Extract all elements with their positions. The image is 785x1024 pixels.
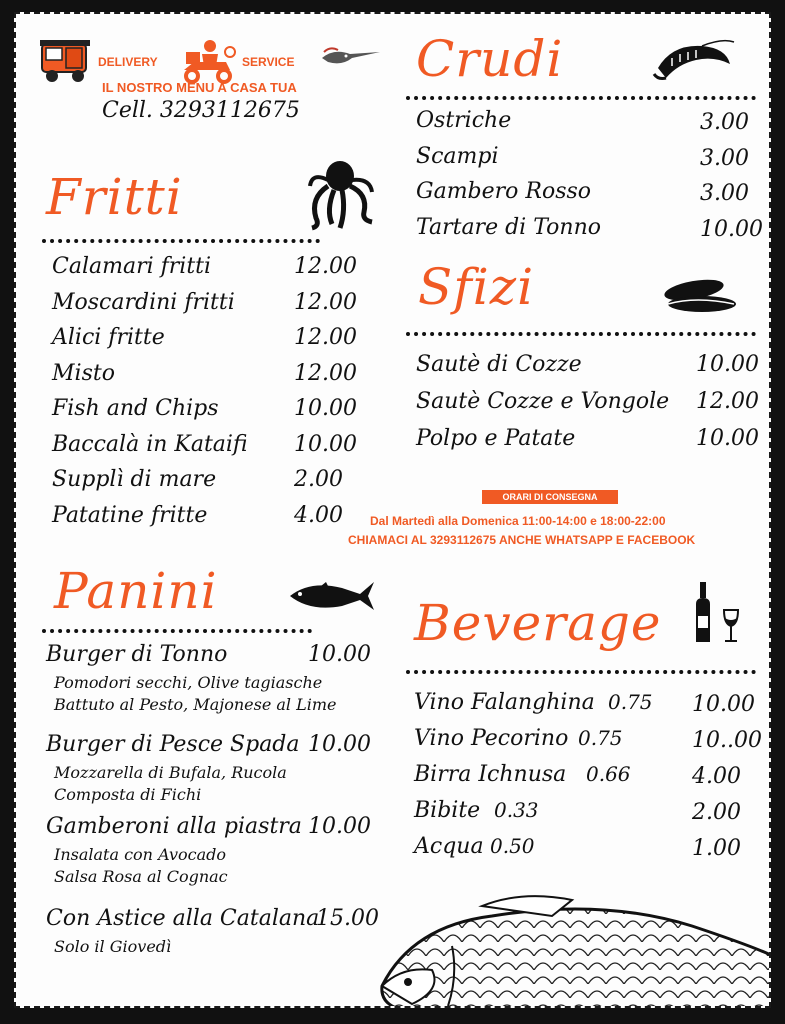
menu-item-name: Gamberoni alla piastra (46, 814, 302, 839)
menu-item-price: 10.00 (294, 431, 357, 457)
tuna-fish-icon (286, 578, 376, 614)
menu-item-name: Con Astice alla Catalana (46, 906, 320, 931)
section-title-panini: Panini (54, 562, 218, 620)
menu-item-name: Gambero Rosso (416, 179, 592, 204)
tagline: IL NOSTRO MENU A CASA TUA (102, 80, 297, 95)
menu-item-price: 4.00 (294, 502, 343, 528)
beverage-divider (406, 670, 756, 674)
menu-item-name: Baccalà in Kataifi (52, 431, 248, 457)
menu-item-size: 0.50 (490, 834, 535, 858)
menu-item-description: Salsa Rosa al Cognac (54, 867, 228, 886)
menu-item-price: 10.00 (692, 692, 755, 717)
menu-item-name: Birra Ichnusa (414, 762, 567, 787)
menu-item-price: 12.00 (294, 325, 357, 350)
menu-item-price: 10.00 (696, 426, 759, 451)
menu-item-size: 0.75 (578, 726, 623, 750)
wine-bottle-glass-icon (690, 580, 744, 646)
menu-item-price: 10.00 (294, 396, 357, 421)
decorative-fish-icon (372, 886, 771, 1008)
swordfish-logo-icon (320, 44, 382, 72)
menu-item-name: Sautè di Cozze (416, 352, 582, 377)
menu-item-description: Battuto al Pesto, Majonese al Lime (54, 695, 337, 714)
crudi-divider (406, 96, 756, 100)
menu-item-price: 2.00 (692, 800, 741, 825)
menu-item-name: Vino Falanghina (414, 690, 595, 715)
delivery-label: DELIVERY (98, 55, 158, 69)
panini-divider (42, 629, 312, 633)
section-title-sfizi: Sfizi (418, 258, 535, 316)
menu-item-price: 12.00 (294, 289, 357, 315)
menu-item-price: 10.00 (308, 642, 371, 667)
menu-item-price: 12.00 (294, 254, 357, 279)
menu-item-price: 10.00 (696, 352, 759, 377)
menu-item-price: 10.00 (700, 216, 763, 242)
menu-item-name: Burger di Tonno (46, 642, 228, 667)
fritti-divider (42, 239, 320, 243)
service-label: SERVICE (242, 55, 295, 69)
section-title-beverage: Beverage (414, 594, 662, 652)
menu-item-name: Polpo e Patate (416, 426, 576, 451)
menu-item-price: 15.00 (316, 906, 379, 931)
menu-item-size: 0.33 (494, 798, 539, 822)
menu-item-price: 2.00 (294, 467, 343, 492)
menu-frame (14, 12, 771, 1008)
menu-item-name: Supplì di mare (52, 467, 217, 492)
mussels-icon (656, 270, 740, 320)
delivery-hours: Dal Martedì alla Domenica 11:00-14:00 e 18:00-22:00 (370, 514, 666, 528)
menu-item-size: 0.66 (586, 762, 631, 786)
shrimp-icon (652, 38, 736, 86)
menu-item-name: Scampi (416, 143, 499, 169)
menu-item-name: Misto (52, 360, 115, 386)
menu-item-description: Pomodori secchi, Olive tagiasche (54, 673, 323, 692)
menu-item-price: 10..00 (692, 728, 762, 753)
menu-item-description: Solo il Giovedì (54, 937, 172, 956)
menu-item-price: 10.00 (308, 814, 371, 839)
menu-item-name: Vino Pecorino (414, 726, 569, 751)
menu-item-name: Alici fritte (52, 325, 165, 350)
sfizi-divider (406, 332, 756, 336)
menu-item-description: Composta di Fichi (54, 785, 202, 804)
section-title-fritti: Fritti (46, 168, 183, 226)
menu-item-name: Moscardini fritti (52, 289, 235, 315)
menu-item-price: 4.00 (692, 764, 741, 789)
menu-item-price: 12.00 (696, 389, 759, 414)
menu-item-price: 12.00 (294, 360, 357, 386)
menu-item-price: 3.00 (700, 110, 749, 135)
menu-item-name: Fish and Chips (52, 396, 219, 421)
menu-item-name: Tartare di Tonno (416, 214, 601, 240)
menu-item-price: 10.00 (308, 732, 371, 757)
menu-item-size: 0.75 (608, 690, 653, 714)
octopus-icon (306, 158, 376, 232)
menu-item-price: 1.00 (692, 836, 741, 861)
menu-item-name: Ostriche (416, 108, 512, 133)
menu-item-price: 3.00 (700, 181, 749, 206)
menu-item-price: 3.00 (700, 145, 749, 171)
menu-item-name: Acqua (414, 834, 484, 859)
ape-truck-logo-icon (38, 38, 96, 86)
section-title-crudi: Crudi (416, 30, 564, 88)
menu-item-name: Burger di Pesce Spada (46, 732, 300, 757)
menu-item-name: Calamari fritti (52, 254, 212, 279)
menu-item-name: Patatine fritte (52, 502, 208, 528)
phone-number: Cell. 3293112675 (102, 98, 300, 123)
menu-item-description: Insalata con Avocado (54, 845, 227, 864)
delivery-hours-badge: ORARI DI CONSEGNA (482, 490, 618, 504)
menu-item-description: Mozzarella di Bufala, Rucola (54, 763, 287, 782)
menu-item-name: Sautè Cozze e Vongole (416, 389, 670, 414)
scooter-delivery-icon (180, 38, 236, 84)
delivery-contact: CHIAMACI AL 3293112675 ANCHE WHATSAPP E FACEBOOK (348, 533, 696, 547)
menu-item-name: Bibite (414, 798, 481, 823)
